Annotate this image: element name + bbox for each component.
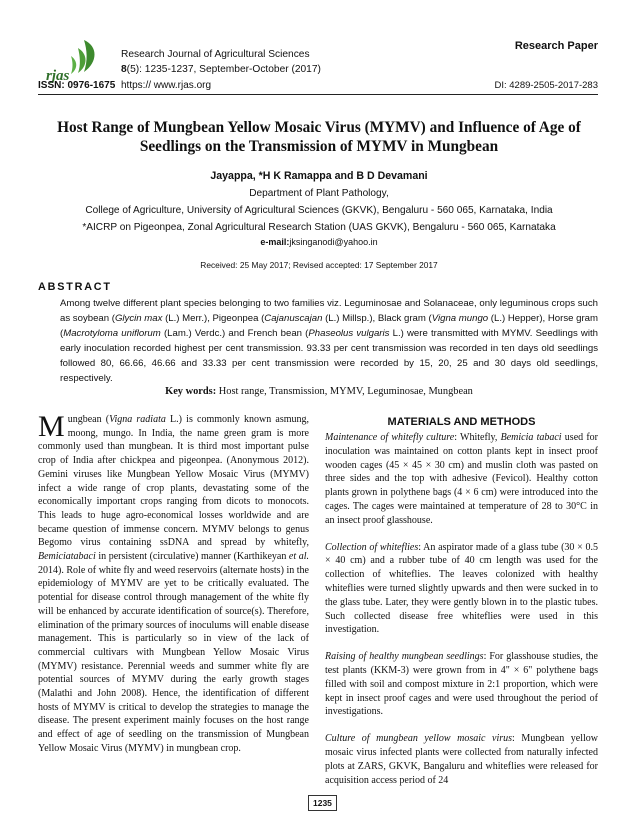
intro-span: in persistent (circulative) manner (Karthikeyan (95, 551, 289, 563)
article-dates: Received: 25 May 2017; Revised accepted: 17 September 2017 (200, 260, 438, 270)
article-title: Host Range of Mungbean Yellow Mosaic Virus (MYMV) and Influence of Age of Seedlings on the Transmission of MYMV in Mungbean (57, 119, 581, 155)
affiliation-2: *AICRP on Pigeonpea, Zonal Agricultural Research Station (UAS GKVK), Bengaluru - 560 065, Karnataka (82, 222, 556, 233)
abstract-span: (L.) Millsp.), Black gram ( (322, 313, 432, 324)
issn: ISSN: 0976-1675 (38, 80, 116, 91)
methods-heading: MATERIALS AND METHODS (387, 416, 536, 428)
abstract-span: (L.) Merr.), Pigeonpea ( (162, 313, 265, 324)
authors: Jayappa, *H K Ramappa and B D Devamani (210, 170, 428, 182)
abstract-span: (L.) Hepper), Horse gram ( (60, 313, 598, 339)
department: Department of Plant Pathology, (249, 188, 389, 199)
intro-span: L.) is commonly known asmung, moong, mungo. In India, the name green gram is more commonly used than mungbean. It is third most important pulse crop of India after chickpea and pigeonpea. (Anonymous 2012). Gemini viruses like Mungbean Yellow Mosaic Virus (MYMV) infect a wide range of crop plants, devastating some of the economically important crops ranging from dicots to monocots. This leads to huge agro-economical losses worldwide and are became question of immense concern. MYMV belongs to genus Begomo virus containing ssDNA and spread by whitefly, (38, 414, 309, 549)
methods-span: : For glasshouse studies, the test plants (KKM-3) were grown from in 4" × 6" polythene bags filled with soil and compost mixture in 2:1 proportion, which were kept in insect proof cages and were used throughout the period of investigations. (325, 651, 598, 718)
page-number: 1235 (308, 795, 337, 811)
abstract-text (60, 296, 598, 386)
species-name: Vigna radiata (109, 414, 166, 425)
doi: DI: 4289-2505-2017-283 (494, 80, 598, 91)
logo-leaf-large (84, 40, 95, 72)
methods-span: : Whitefly, (454, 432, 501, 443)
drop-cap: M (38, 410, 65, 443)
methods-paragraph-4 (325, 732, 598, 787)
methods-paragraph-2 (325, 541, 598, 638)
paper-type: Research Paper (514, 40, 598, 52)
intro-span: 2014). Role of white fly and weed reservoirs (alternate hosts) in the epidemiology of MYMV are yet to be critically evaluated. The potential for disease control through management of the white fly will be enhanced by accurate identification of source(s). Therefore, elimination of the primary sources of inoculums will enable disease management. This is particularly so in view of the lack of commercial cultivars with Mungbean Yellow Mosaic Virus (MYMV) resistance. Perennial weeds and summer white fly are potential sources of MYMV during the early growth stages (Malathi and John 2008). Hence, the identification of different hosts of MYMV is critical to develop the strategies to manage the disease. The present experiment mainly focuses on the host range and effect of age of seedling on the transmission of Mungbean Yellow Mosaic Virus (MYMV) in mungbean crop. (38, 564, 309, 754)
methods-paragraph-1 (325, 431, 598, 528)
abstract-span: (Lam.) Verdc.) and French bean ( (160, 328, 309, 339)
subsection-heading: Collection of whiteflies (325, 541, 419, 553)
methods-span: used for inoculation was maintained on cotton plants kept in insect proof wooden cages (45 × 45 × 30 cm) and muslin cloth was pasted on three sides and the top with adhesive (Fevicol). Healthy cotton plants grown in polythene bags (4 × 6 cm) were introduced into the cages. The cages were maintained at temperature of 28 to 30°C in an insect proof glasshouse. (325, 432, 598, 526)
logo-leaf-medium (78, 48, 86, 73)
email-line (0, 237, 638, 247)
journal-name: Research Journal of Agricultural Sciences (121, 49, 310, 60)
keywords (0, 386, 638, 397)
journal-volume: 8 (121, 63, 127, 75)
species-name: Cajanuscajan (264, 313, 323, 324)
species-name: Macrotyloma uniflorum (63, 328, 161, 339)
methods-span: : Mungbean yellow mosaic virus infected plants were collected from naturally infected plots at ZARS, GKVK, Bangaluru and whiteflies were released for acquisition access period of 24 (325, 733, 599, 786)
logo-text: rjas (46, 68, 70, 84)
logo-leaf-small (71, 56, 76, 74)
abstract-span: L.) were transmitted with MYMV. Seedlings with early inoculation recorded highest per cent transmission. 93.33 per cent transmission was recorded in ten days old seedlings followed 80, 66.66, 46.66 and 33.33 per cent transmission were recorded by 15, 20, 25 and 30 days old seedlings, respectively. (60, 328, 598, 384)
keywords-label: Key words: (165, 386, 217, 397)
journal-issue-pages: (5): 1235-1237, September-October (2017) (126, 63, 321, 75)
email-address[interactable]: jksinganodi@yahoo.in (289, 237, 378, 247)
introduction-text (38, 410, 309, 756)
email-label: e-mail: (260, 237, 290, 247)
keywords-text: Host range, Transmission, MYMV, Leguminosae, Mungbean (216, 386, 473, 397)
species-name: Vigna mungo (431, 313, 489, 324)
species-name: Bemiciatabaci (38, 551, 96, 563)
species-name: Bemicia tabaci (500, 432, 562, 443)
intro-span: ungbean ( (67, 414, 110, 425)
methods-paragraph-3 (325, 650, 598, 719)
species-name: Glycin max (114, 313, 163, 324)
affiliation-1: College of Agriculture, University of Agricultural Sciences (GKVK), Bengaluru - 560 065, Karnataka, India (85, 205, 553, 216)
methods-text (325, 431, 598, 800)
website-link[interactable]: https:// www.rjas.org (121, 80, 212, 91)
subsection-heading: Raising of healthy mungbean seedlings (325, 651, 484, 663)
abstract-heading: ABSTRACT (38, 281, 112, 293)
citation-etal: et al. (288, 551, 309, 563)
abstract-span: Among twelve different plant species belonging to two families viz. Leguminosae and Solanaceae, only leguminous crops such as soybean ( (60, 298, 598, 324)
journal-volume-issue (121, 63, 321, 78)
methods-span: : An aspirator made of a glass tube (30 × 0.5 × 40 cm) and a rubber tube of 40 cm length was used for the collection of whiteflies. The leaves colonized with healthy whiteflies were turned slightly upwards and then were sucked in to the glass tube. Later, they were gently blown in to the plastic tubes. Such collected disease free whiteflies were used in this investigation. (325, 541, 598, 636)
journal-info (121, 48, 321, 77)
species-name: Phaseolus vulgaris (308, 328, 390, 339)
subsection-heading: Maintenance of whitefly culture (325, 432, 455, 443)
subsection-heading: Culture of mungbean yellow mosaic virus (325, 733, 513, 745)
header-divider (38, 94, 598, 95)
